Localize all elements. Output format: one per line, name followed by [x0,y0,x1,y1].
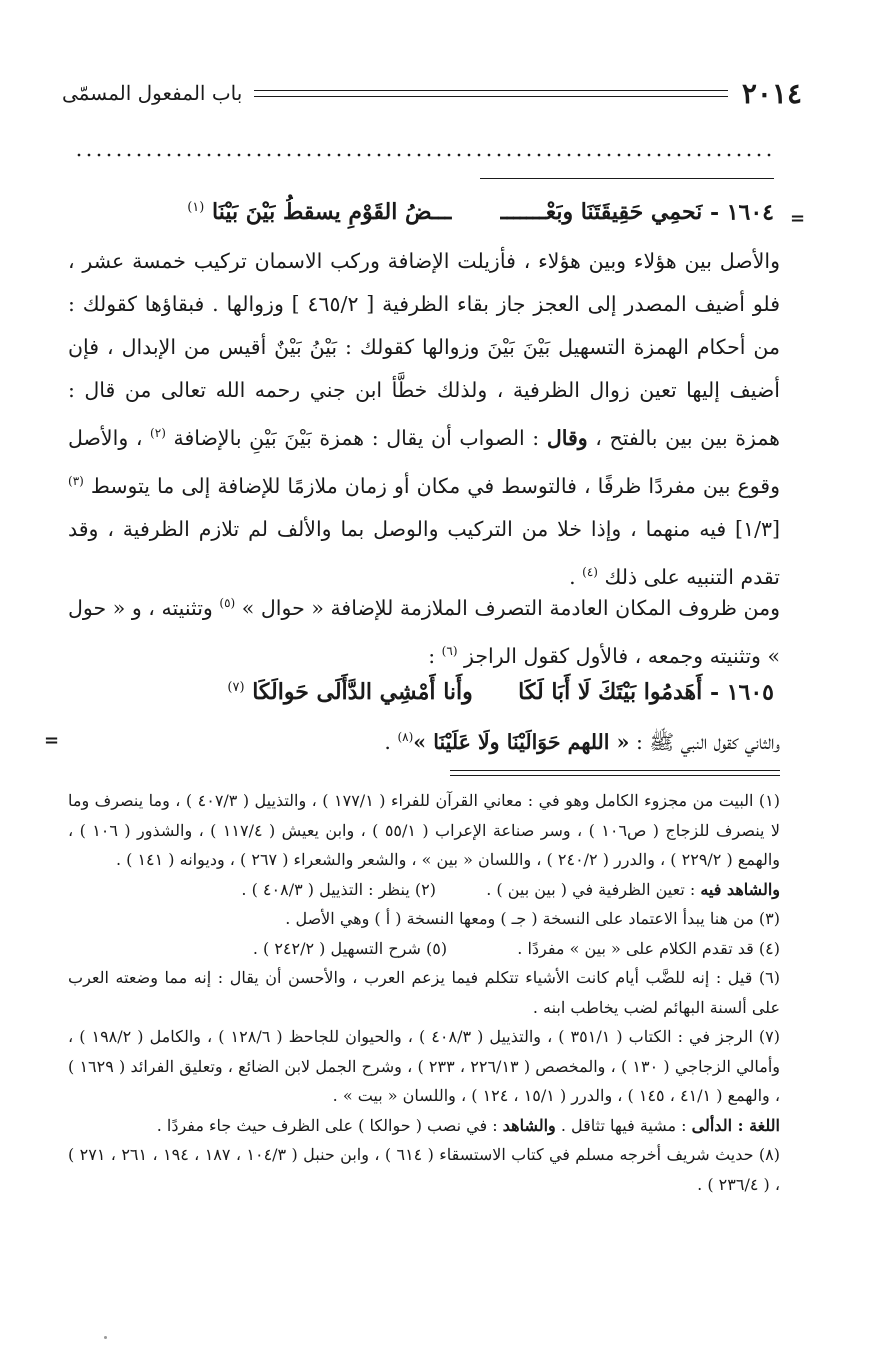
commentary-paragraph-1 [68,240,780,598]
running-title: باب المفعول المسمّى [62,81,243,105]
witness-label: والشاهد [502,1115,556,1135]
footnote-7-lang [68,1111,780,1141]
footnote-1-witness [68,875,780,905]
footnote-ref: (٦) [441,643,458,658]
verse-number: ١٦٠٥ - [709,679,774,706]
footnote-1: (١) البيت من مجزوء الكامل وهو في : معاني القرآن للفراء ( ١٧٧/١ ) ، والتذييل ( ٤٠٧/٣ ) ، وما ينصرف وما لا ينصرف للزجاج ( ص١٠٦ ) ، وسر صناعة الإعراب ( ٥٥/١ ) ، وابن يعيش ( ١١٧/٤ ) ، والشذور ( ١٠٦ ) ، والهمع ( ٢٢٩/٢ ) ، والدرر ( ٢٤٠/٢ ) ، واللسان « بين » ، والشعر والشعراء ( ٢٦٧ ) ، وديوانه ( ١٤١ ) . [68,791,781,869]
footnote-4: (٤) قد تقدم الكلام على « بين » مفردًا . [517,938,780,958]
paragraph-text: : [428,643,442,668]
page-header [62,72,802,114]
paragraph-text: والأصل بين هؤلاء وبين هؤلاء ، فأزيلت الإضافة وركب الاسمان تركيب خمسة عشر ، فلو أضيف المصدر إلى العجز جاز بقاء الظرفية [ ٤٦٥/٢ ] وزوالها . فبقاؤها كقولك : من أحكام الهمزة التسهيل بَيْنَ بَيْنَ وزوالها كقولك : بَيْنُ بَيْنٌ أقيس من الإبدال ، فإن أضيف إليها تعين زوال الظرفية ، ولذلك خطَّأ ابن جني رحمه الله تعالى من قال : همزة بين بين بالفتح ، [68,249,780,450]
paragraph-text: : الصواب أن يقال : همزة بَيْنَ بَيْنِ بالإضافة [165,425,547,450]
commentary-paragraph-2 [68,582,780,678]
paragraph-text: ، والأصل وقوع بين مفردًا ظرفًا ، فالتوسط في مكان أو زمان ملازمًا للإضافة إلى ما يتوسط [68,425,780,498]
paragraph-text: . [384,729,398,754]
footnote-separator [450,770,780,776]
witness-text: : في نصب ( حوالكا ) على الظرف حيث جاء مفردًا . [156,1115,503,1135]
hadith-quote: « اللهم حَوَالَيْنَا ولَا عَلَيْنَا » [413,729,630,754]
footnote-8: (٨) حديث شريف أخرجه مسلم في كتاب الاستسقاء ( ٦١٤ ) ، وابن حنبل ( ١٠٤/٣ ، ١٨٧ ، ١٩٤ ، ٢٦١ ، ٢٧١ ) ، ( ٢٣٦/٤ ) . [68,1145,780,1194]
footnote-6: (٦) قيل : إنه للضَّب أيام كانت الأشياء تتكلم فيما يزعم العرب ، والأحسن أن يقال : إنه مما وضعته العرب على ألسنة البهائم لضب يخاطب ابنه . [68,968,781,1017]
page-number: ٢٠١٤ [741,76,802,110]
footnote-4-5 [68,934,780,964]
verse-hemistich-second: وأَنا أَمْشِي الدَّأَلَى حَوالَكَا [252,679,473,706]
footnotes-section [68,786,780,1199]
footnote-ref: (٣) [68,473,84,488]
header-double-rule [254,90,728,97]
footnote-2: (٢) ينظر : التذييل ( ٤٠٨/٣ ) . [241,879,436,899]
footnote-ref: (٨) [397,730,414,744]
footnote-ref: (١) [187,200,205,215]
lang-label: اللغة : الدألى [691,1115,780,1135]
verse-hemistich-second: ـــضُ القَوْمِ يسقطُ بَيْنَ بَيْنَا [212,199,452,226]
footnote-ref: (٤) [582,564,598,579]
paragraph-text: . [569,564,583,589]
paragraph-text: وتثنيته ، و « حول » وتثنيته وجمعه ، فالأول كقول الراجز [68,595,780,668]
dotted-separator [74,150,774,160]
footnote-3: (٣) من هنا يبدأ الاعتماد على النسخة ( جـ ) ومعها النسخة ( أ ) وهي الأصل . [285,909,780,928]
footnote-5: (٥) شرح التسهيل ( ٢٤٢/٢ ) . [252,938,448,958]
witness-text: : تعين الظرفية في ( بين بين ) . [486,879,701,899]
verse-hemistich-first: نَحمِي حَقِيقَتَنَا وبَعْـــــــ [500,199,703,226]
verse-1604 [68,190,774,230]
verse-hemistich-first: أَهَدمُوا بَيْتَكَ لَا أَبَا لَكَا [518,679,703,706]
scan-speck [104,1336,107,1339]
footnote-ref: (٧) [227,680,245,695]
lang-text: : مشية فيها تثاقل . [555,1115,692,1135]
commentary-paragraph-3 [68,716,780,764]
verse-rule [480,178,774,179]
paragraph-text: ومن ظروف المكان العادمة التصرف الملازمة للإضافة « حوال » [235,595,780,620]
footnote-7: (٧) الرجز في : الكتاب ( ٣٥١/١ ) ، والتذييل ( ٤٠٨/٣ ) ، والحيوان للجاحظ ( ١٢٨/٦ ) ، والكامل ( ١٩٨/٢ ) ، وأمالي الزجاجي ( ١٣٠ ) ، والمخصص ( ٢٢٦/١٣ ، ٢٣٣ ) ، وشرح الجمل لابن الضائع ، وتعليق الفرائد ( ١٦٢٩ ) ، والهمع ( ٤١/١ ، ١٤٥ ) ، والدرر ( ١٥/١ ، ١٢٤ ) ، واللسان « بيت » . [68,1027,781,1105]
verse-number: ١٦٠٤ - [709,199,774,226]
margin-mark-bottom: = [44,730,60,751]
margin-mark-top: = [790,208,806,229]
witness-label: والشاهد فيه [700,879,780,899]
footnote-ref: (٢) [150,426,166,440]
paragraph-text: والثاني كقول النبي ﷺ : [629,729,780,754]
footnote-ref: (٥) [219,596,236,610]
paragraph-text: [١/٣] فيه منهما ، وإذا خلا من التركيب والوصل بما والألف لم تلازم الظرفية ، وقد تقدم التنبيه على ذلك [68,516,780,589]
verse-1605 [68,670,774,710]
qala-keyword: وقال [546,425,588,450]
